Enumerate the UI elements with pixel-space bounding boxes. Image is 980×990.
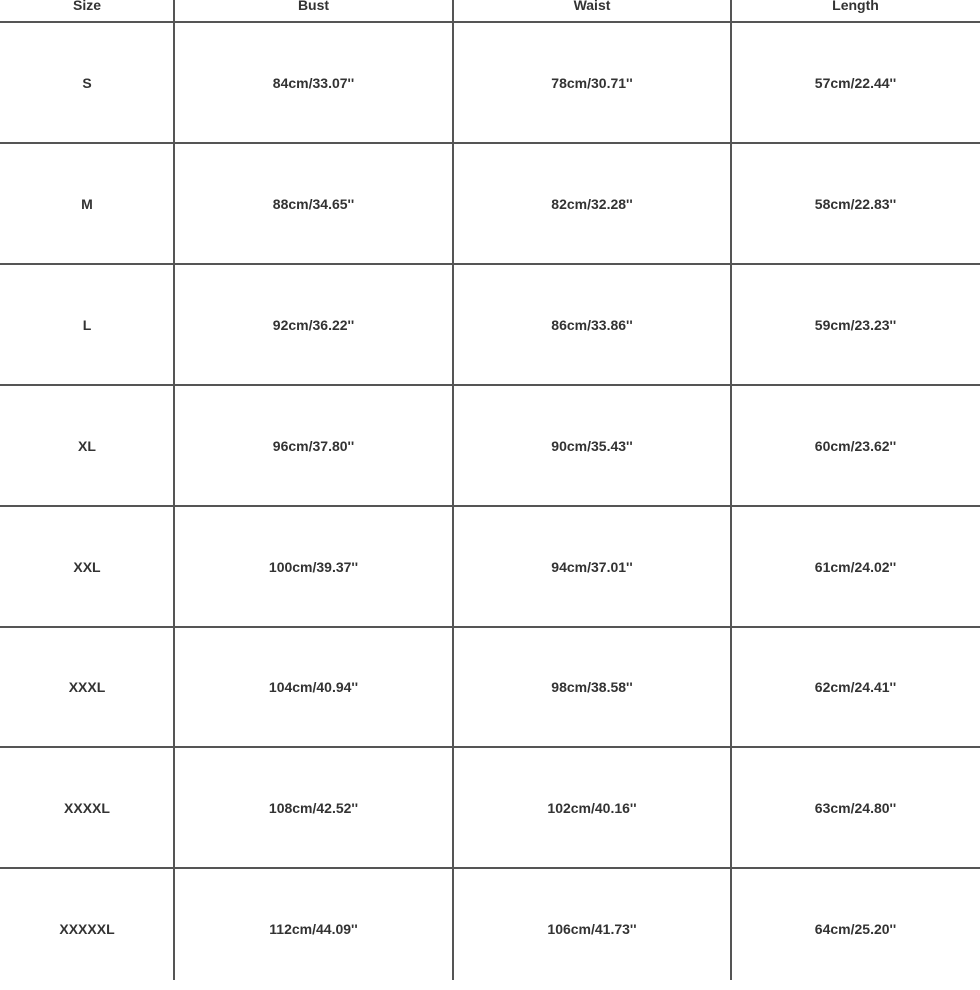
cell-size: XXXL	[68, 679, 106, 695]
cell-bust: 88cm/34.65''	[272, 195, 355, 212]
cell-length: 59cm/23.23''	[814, 316, 897, 333]
cell-waist: 78cm/30.71''	[551, 74, 633, 91]
cell-length: 62cm/24.41''	[814, 679, 897, 695]
cell-waist: 106cm/41.73''	[547, 921, 637, 937]
cell-length: 61cm/24.02''	[814, 558, 897, 575]
cell-waist: 94cm/37.01''	[551, 558, 633, 575]
cell-size: XXL	[73, 558, 101, 575]
cell-bust: 100cm/39.37''	[268, 558, 359, 575]
cell-bust: 112cm/44.09''	[269, 921, 358, 937]
cell-waist: 82cm/32.28''	[551, 195, 633, 212]
header-waist: Waist	[573, 0, 611, 13]
cell-length: 57cm/22.44''	[814, 74, 897, 91]
cell-bust: 92cm/36.22''	[272, 316, 355, 333]
cell-bust: 104cm/40.94''	[268, 679, 359, 695]
header-length: Length	[832, 0, 879, 13]
cell-size: XXXXL	[64, 799, 110, 816]
cell-length: 64cm/25.20''	[814, 921, 897, 937]
cell-waist: 102cm/40.16''	[547, 799, 637, 816]
cell-length: 60cm/23.62''	[814, 437, 897, 454]
cell-length: 63cm/24.80''	[814, 799, 897, 816]
cell-bust: 96cm/37.80''	[272, 437, 355, 454]
cell-size: M	[81, 195, 93, 212]
cell-waist: 86cm/33.86''	[551, 316, 633, 333]
cell-bust: 84cm/33.07''	[272, 74, 355, 91]
cell-size: XL	[78, 437, 96, 454]
cell-waist: 90cm/35.43''	[551, 437, 633, 454]
cell-size: XXXXXL	[59, 921, 115, 937]
header-bust: Bust	[297, 0, 330, 13]
cell-length: 58cm/22.83''	[814, 195, 897, 212]
cell-size: S	[82, 74, 92, 91]
header-size: Size	[72, 0, 101, 13]
cell-waist: 98cm/38.58''	[551, 679, 633, 695]
cell-size: L	[82, 316, 92, 333]
cell-bust: 108cm/42.52''	[268, 799, 359, 816]
